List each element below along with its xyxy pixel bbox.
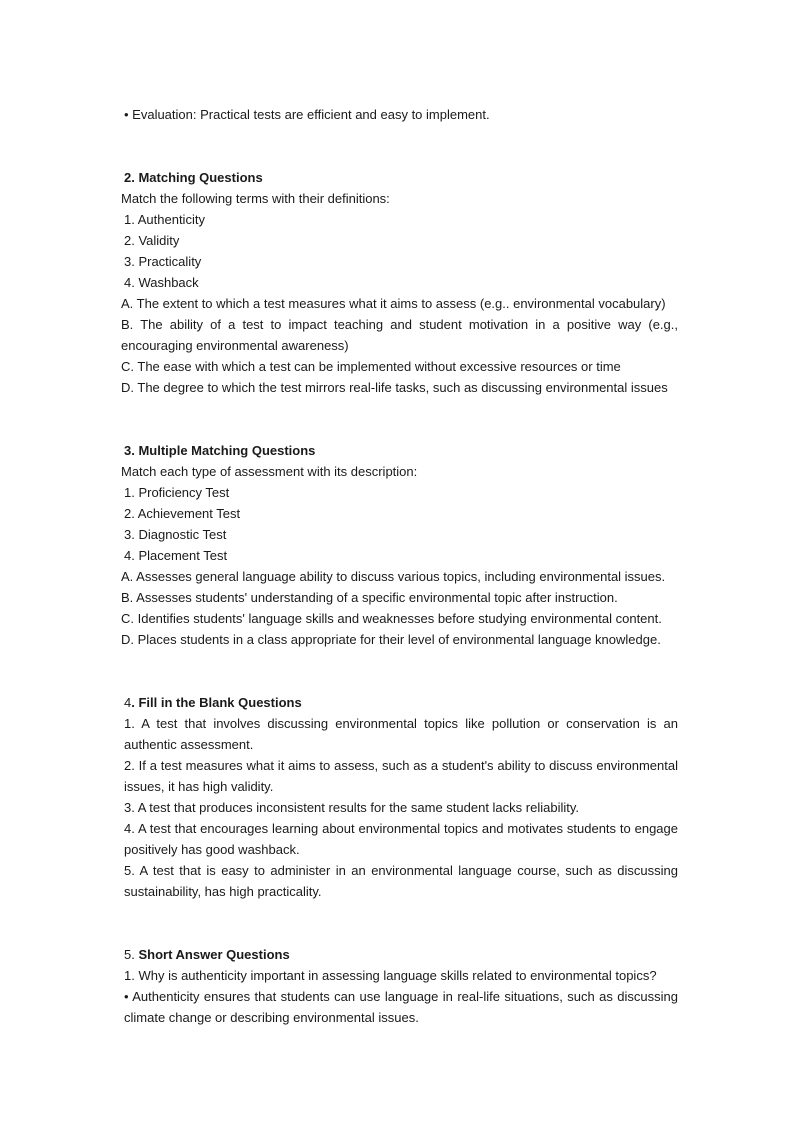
definition-item: C. The ease with which a test can be implemented without excessive resources or time	[121, 359, 621, 374]
section-5-heading	[121, 944, 678, 965]
fill-blank-item: 3. A test that produces inconsistent results for the same student lacks reliability.	[124, 800, 579, 815]
list-item: 2. Validity	[124, 233, 180, 248]
section-2-instruction: Match the following terms with their definitions:	[121, 191, 390, 206]
definition-item: A. The extent to which a test measures what it aims to assess (e.g.. environmental vocabulary)	[121, 296, 666, 311]
section-4-title: . Fill in the Blank Questions	[131, 695, 302, 710]
fill-blank-item: 4. A test that encourages learning about environmental topics and motivates students to engage positively has good washback.	[124, 821, 678, 857]
section-3-instruction: Match each type of assessment with its description:	[121, 464, 418, 479]
evaluation-bullet: • Evaluation: Practical tests are efficient and easy to implement.	[124, 107, 490, 122]
section-5-title: Short Answer Questions	[138, 947, 290, 962]
short-answer-answer: • Authenticity ensures that students can use language in real-life situations, such as discussing climate change or describing environmental issues.	[124, 989, 678, 1025]
list-item: 3. Practicality	[124, 254, 202, 269]
description-item: C. Identifies students' language skills and weaknesses before studying environmental content.	[121, 611, 662, 626]
short-answer-question: 1. Why is authenticity important in assessing language skills related to environmental topics?	[124, 968, 657, 983]
section-2-title: 2. Matching Questions	[124, 170, 263, 185]
list-item: 2. Achievement Test	[124, 506, 241, 521]
description-item: A. Assesses general language ability to discuss various topics, including environmental issues.	[121, 569, 666, 584]
fill-blank-item: 2. If a test measures what it aims to assess, such as a student's ability to discuss environmental issues, it has high validity.	[124, 758, 678, 794]
document-body	[121, 104, 678, 1028]
list-item: 4. Placement Test	[124, 548, 228, 563]
definition-item: B. The ability of a test to impact teaching and student motivation in a positive way (e.g., encouraging environmental awareness)	[121, 317, 678, 353]
fill-blank-item: 5. A test that is easy to administer in an environmental language course, such as discussing sustainability, has high practicality.	[124, 863, 678, 899]
description-item: D. Places students in a class appropriate for their level of environmental language knowledge.	[121, 632, 661, 647]
description-item: B. Assesses students' understanding of a specific environmental topic after instruction.	[121, 590, 618, 605]
list-item: 3. Diagnostic Test	[124, 527, 227, 542]
list-item: 4. Washback	[124, 275, 199, 290]
list-item: 1. Authenticity	[124, 212, 205, 227]
fill-blank-item: 1. A test that involves discussing environmental topics like pollution or conservation is an authentic assessment.	[124, 716, 678, 752]
section-3-title: 3. Multiple Matching Questions	[124, 443, 316, 458]
definition-item: D. The degree to which the test mirrors real-life tasks, such as discussing environmental issues	[121, 380, 668, 395]
section-4-heading	[121, 692, 678, 713]
section-4-number: 4	[124, 695, 132, 710]
section-5-number: 5.	[124, 947, 135, 962]
list-item: 1. Proficiency Test	[124, 485, 230, 500]
